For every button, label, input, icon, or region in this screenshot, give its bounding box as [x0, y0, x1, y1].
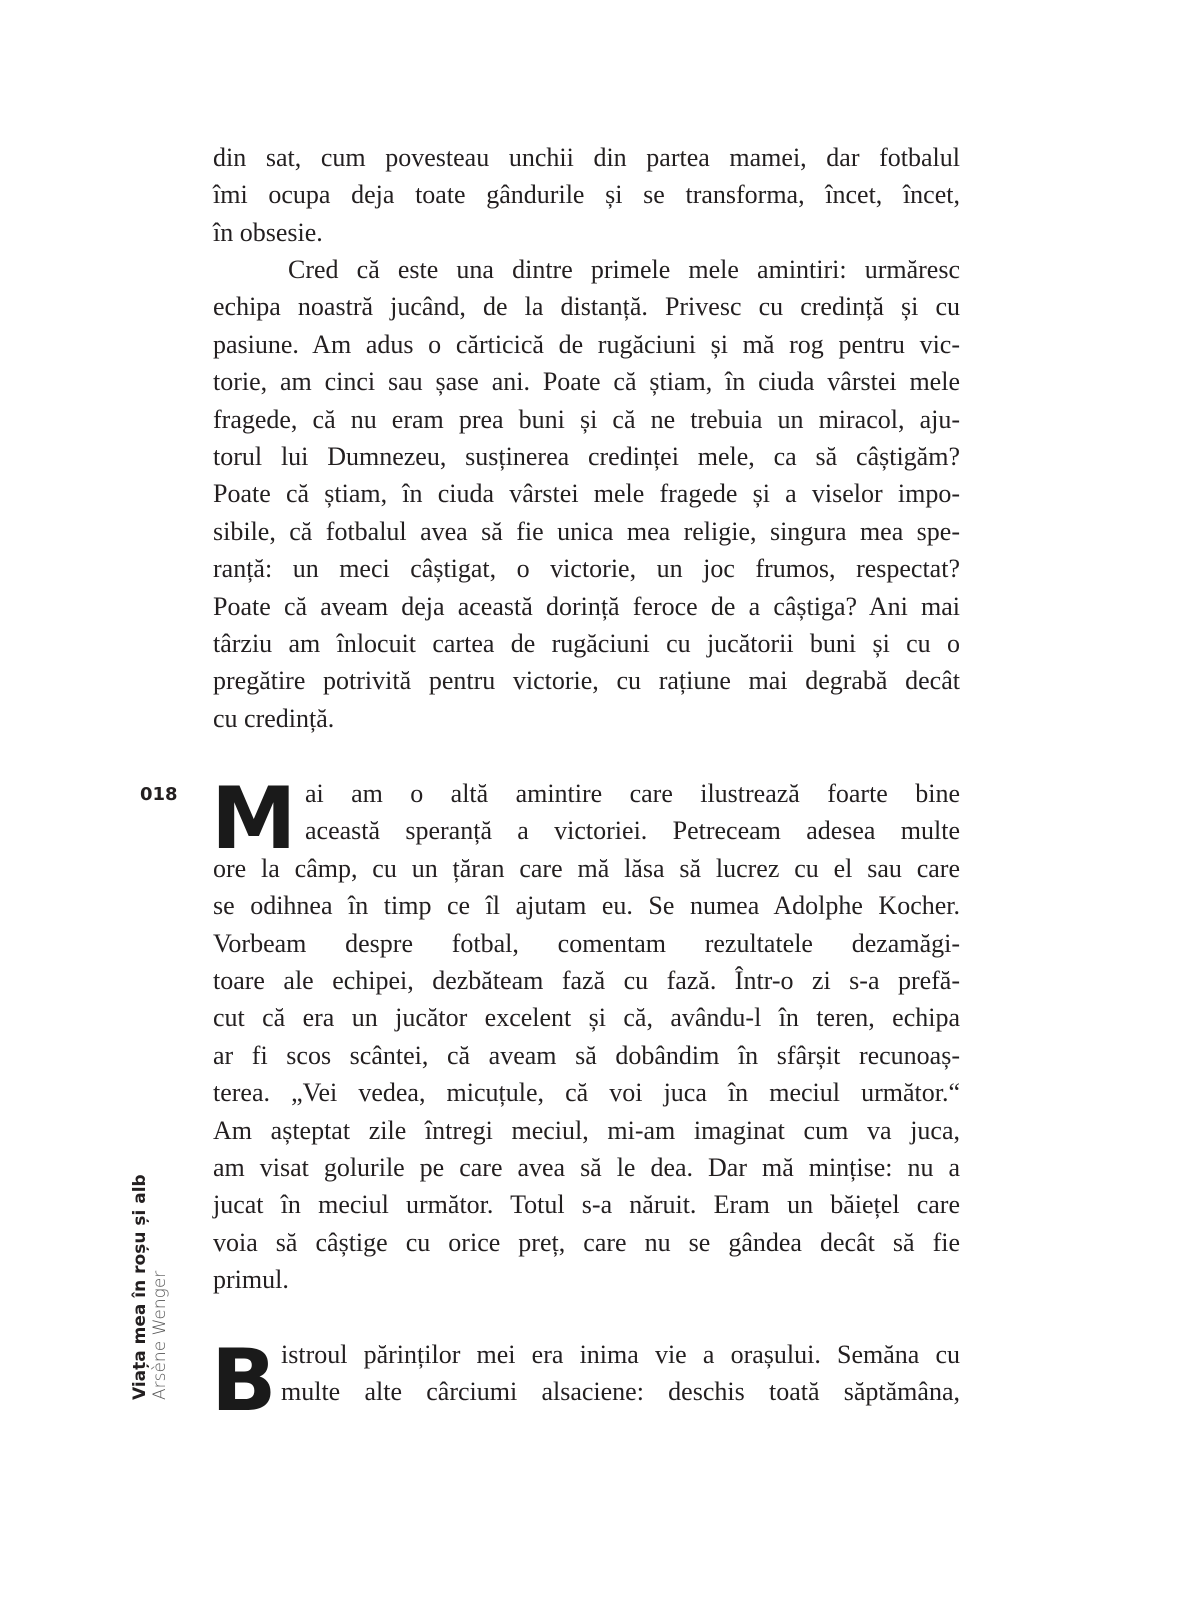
text-line: Poate că știam, în ciuda vârstei mele fragede și a viselor impo-: [213, 479, 960, 509]
text-line: în obsesie.: [213, 217, 323, 247]
text-line: torul lui Dumnezeu, susținerea credinței mele, ca să câștigăm?: [213, 441, 960, 471]
text-line: Am așteptat zile întregi meciul, mi-am imaginat cum va juca,: [213, 1115, 960, 1145]
text-line: jucat în meciul următor. Totul s-a năruit. Eram un băiețel care: [213, 1190, 960, 1220]
text-line: cut că era un jucător excelent și că, avându-l în teren, echipa: [213, 1003, 960, 1033]
text-line: târziu am înlocuit cartea de rugăciuni cu jucătorii buni și cu o: [213, 628, 960, 658]
running-head: [130, 1174, 170, 1400]
text-line: Poate că aveam deja această dorință feroce de a câștiga? Ani mai: [213, 591, 960, 621]
text-line: fragede, că nu eram prea buni și că ne trebuia un miracol, aju-: [213, 404, 960, 434]
text-line: Cred că este una dintre primele mele amintiri: urmăresc: [288, 255, 960, 284]
text-line: echipa noastră jucând, de la distanță. Privesc cu credință și cu: [213, 292, 960, 322]
text-line: pasiune. Am adus o cărticică de rugăciuni și mă rog pentru vic-: [213, 329, 960, 359]
text-line: din sat, cum povesteau unchii din partea mamei, dar fotbalul: [213, 143, 960, 172]
text-line: multe alte cârciumi alsaciene: deschis toată săptămâna,: [281, 1377, 960, 1407]
text-line: ore la câmp, cu un țăran care mă lăsa să lucrez cu el sau care: [213, 853, 960, 883]
text-line: terea. „Vei vedea, micuțule, că voi juca în meciul următor.“: [213, 1078, 960, 1108]
paragraph: [213, 251, 960, 737]
text-line: cu credință.: [213, 703, 335, 733]
text-line: torie, am cinci sau șase ani. Poate că știam, în ciuda vârstei mele: [213, 367, 960, 397]
paragraph: [211, 769, 960, 1298]
text-line: îmi ocupa deja toate gândurile și se transforma, încet, încet,: [213, 180, 960, 210]
text-line: ranță: un meci câștigat, o victorie, un joc frumos, respectat?: [213, 554, 960, 584]
book-author: Arsène Wenger: [150, 1270, 170, 1400]
text-line: Vorbeam despre fotbal, comentam rezultatele dezamăgi-: [213, 928, 960, 958]
book-title: Viața mea în roșu și alb: [130, 1174, 150, 1400]
text-line: sibile, că fotbalul avea să fie unica mea religie, singura mea spe-: [213, 516, 960, 546]
text-line: ar fi scos scântei, că aveam să dobândim în sfârșit recunoaș-: [213, 1040, 960, 1070]
drop-cap: M: [211, 769, 297, 869]
text-line: toare ale echipei, dezbăteam fază cu fază. Într-o zi s-a prefă-: [213, 965, 960, 995]
page-number: 018: [140, 784, 178, 805]
text-line: ai am o altă amintire care ilustrează foarte bine: [305, 779, 960, 808]
paragraph: [213, 1336, 960, 1411]
text-line: voia să câștige cu orice preț, care nu se gândea decât să fie: [213, 1227, 960, 1257]
text-line: istroul părinților mei era inima vie a orașului. Semăna cu: [281, 1340, 960, 1369]
text-line: primul.: [213, 1265, 289, 1295]
text-line: această speranță a victoriei. Petreceam adesea multe: [305, 816, 960, 846]
text-line: pregătire potrivită pentru victorie, cu rațiune mai degrabă decât: [213, 666, 960, 696]
text-line: am visat golurile pe care avea să le dea. Dar mă mințise: nu a: [213, 1152, 960, 1182]
paragraph: [213, 139, 960, 251]
drop-cap: B: [211, 1331, 277, 1431]
text-line: se odihnea în timp ce îl ajutam eu. Se numea Adolphe Kocher.: [213, 891, 960, 921]
